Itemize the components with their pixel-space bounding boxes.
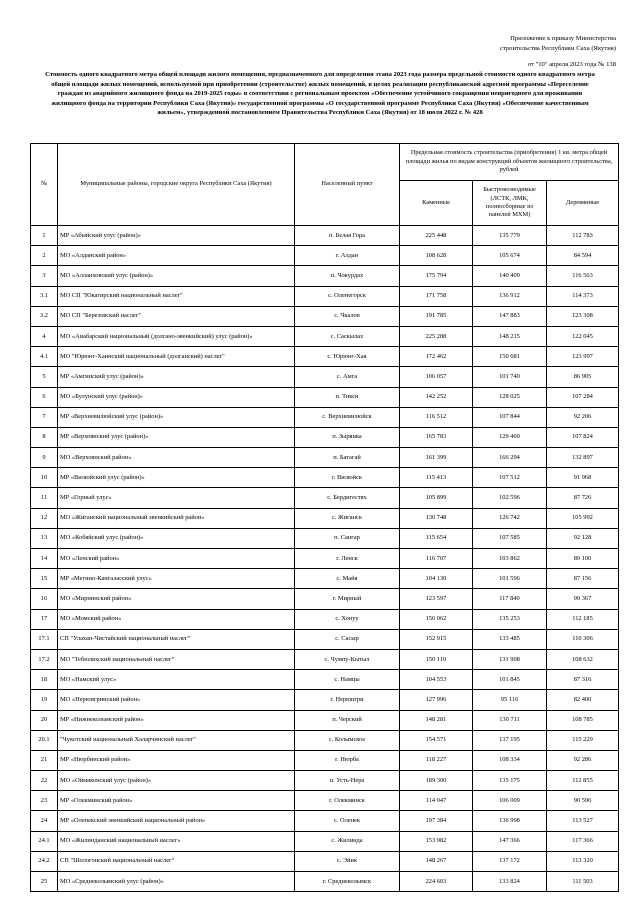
appendix-date: от "10" апреля 2023 года № 138 — [527, 61, 616, 68]
row-wood-cost: 132 897 — [547, 448, 619, 468]
row-locality: с. Бердигестях — [295, 488, 400, 508]
row-number: 3.1 — [31, 286, 58, 306]
row-fast-cost: 131 908 — [473, 649, 547, 669]
row-municipality: МО «Оймяконский улус (район)» — [58, 771, 295, 791]
header-wood: Деревянные — [547, 181, 619, 226]
table-row — [31, 508, 619, 528]
row-fast-cost: 150 681 — [473, 347, 547, 367]
row-locality: с. Эйик — [295, 851, 400, 871]
row-wood-cost: 122 045 — [547, 326, 619, 346]
row-number: 17.2 — [31, 649, 58, 669]
row-wood-cost: 112 185 — [547, 609, 619, 629]
row-stone-cost: 175 794 — [400, 266, 473, 286]
table-row — [31, 246, 619, 266]
table-row — [31, 589, 619, 609]
row-stone-cost: 116 512 — [400, 407, 473, 427]
row-number: 4 — [31, 326, 58, 346]
row-municipality: МР «Мегино-Кангаласский улус» — [58, 569, 295, 589]
row-number: 23 — [31, 791, 58, 811]
cost-table — [30, 143, 619, 892]
row-locality: с. Хонуу — [295, 609, 400, 629]
row-municipality: МО СП "Юкагирский национальный наслег" — [58, 286, 295, 306]
row-fast-cost: 148 215 — [473, 326, 547, 346]
row-fast-cost: 101 596 — [473, 569, 547, 589]
row-stone-cost: 130 748 — [400, 508, 473, 528]
row-municipality: МО «Ленский район» — [58, 549, 295, 569]
row-municipality: МР «Нюрбинский район» — [58, 750, 295, 770]
table-body — [31, 226, 619, 892]
row-locality: п. Белая Гора — [295, 226, 400, 246]
row-municipality: МР «Олекминский район» — [58, 791, 295, 811]
table-row — [31, 791, 619, 811]
row-fast-cost: 129 469 — [473, 427, 547, 447]
row-wood-cost: 113 320 — [547, 851, 619, 871]
row-wood-cost: 108 785 — [547, 710, 619, 730]
row-wood-cost: 84 594 — [547, 246, 619, 266]
table-row — [31, 771, 619, 791]
row-locality: г. Среднеколымск — [295, 872, 400, 892]
row-stone-cost: 115 654 — [400, 528, 473, 548]
row-stone-cost: 148 281 — [400, 710, 473, 730]
row-number: 2 — [31, 246, 58, 266]
row-number: 19 — [31, 690, 58, 710]
row-municipality: МР «Верхневилюйский улус (район)» — [58, 407, 295, 427]
row-locality: п. Усть-Нера — [295, 771, 400, 791]
row-fast-cost: 135 175 — [473, 771, 547, 791]
row-locality: с. Сасыр — [295, 629, 400, 649]
row-wood-cost: 87 156 — [547, 569, 619, 589]
row-fast-cost: 136 998 — [473, 811, 547, 831]
row-stone-cost: 156 062 — [400, 609, 473, 629]
row-municipality: МО СП "Березовский наслег" — [58, 306, 295, 326]
row-number: 21 — [31, 750, 58, 770]
row-municipality: МР «Абыйский улус (район)» — [58, 226, 295, 246]
row-fast-cost: 102 596 — [473, 488, 547, 508]
table-row — [31, 468, 619, 488]
row-number: 13 — [31, 528, 58, 548]
row-locality: с. Амга — [295, 367, 400, 387]
row-stone-cost: 189 300 — [400, 771, 473, 791]
row-locality: с. Колымское — [295, 730, 400, 750]
row-municipality: МР «Вилюйский улус (район)» — [58, 468, 295, 488]
row-number: 4.1 — [31, 347, 58, 367]
row-municipality: МО «Среднеколымский улус (район)» — [58, 872, 295, 892]
row-number: 1 — [31, 226, 58, 246]
row-locality: с. Саскылах — [295, 326, 400, 346]
row-number: 17 — [31, 609, 58, 629]
table-row — [31, 851, 619, 871]
row-municipality: МО «Анабарский национальный (долгано-эвенкийский) улус (район)» — [58, 326, 295, 346]
row-wood-cost: 123 308 — [547, 306, 619, 326]
row-locality: г. Вилюйск — [295, 468, 400, 488]
row-stone-cost: 191 785 — [400, 306, 473, 326]
table-row — [31, 528, 619, 548]
row-municipality: МО «Жиганский национальный эвенкийский район» — [58, 508, 295, 528]
row-fast-cost: 101 845 — [473, 670, 547, 690]
row-municipality: СП "Шологонский национальный наслег" — [58, 851, 295, 871]
table-row — [31, 811, 619, 831]
appendix-line-2: строительства Республики Саха (Якутия) — [499, 45, 616, 52]
row-municipality: СП "Улахан-Чистайский национальный наслег" — [58, 629, 295, 649]
row-number: 16 — [31, 589, 58, 609]
row-fast-cost: 135 253 — [473, 609, 547, 629]
row-stone-cost: 197 384 — [400, 811, 473, 831]
table-row — [31, 549, 619, 569]
row-wood-cost: 92 286 — [547, 750, 619, 770]
row-fast-cost: 105 674 — [473, 246, 547, 266]
row-locality: п. Черский — [295, 710, 400, 730]
row-wood-cost: 112 855 — [547, 771, 619, 791]
table-row — [31, 750, 619, 770]
row-municipality: МО «Кобяйский улус (район)» — [58, 528, 295, 548]
row-stone-cost: 225 288 — [400, 326, 473, 346]
row-stone-cost: 108 628 — [400, 246, 473, 266]
row-stone-cost: 225 448 — [400, 226, 473, 246]
row-wood-cost: 111 503 — [547, 872, 619, 892]
header-locality: Населенный пункт — [295, 144, 400, 226]
row-municipality: МО «Жилинданский национальный наслег» — [58, 831, 295, 851]
row-wood-cost: 86 905 — [547, 367, 619, 387]
row-wood-cost: 114 373 — [547, 286, 619, 306]
row-fast-cost: 147 883 — [473, 306, 547, 326]
row-number: 18 — [31, 670, 58, 690]
row-stone-cost: 171 758 — [400, 286, 473, 306]
table-row — [31, 569, 619, 589]
row-municipality: МР «Амгинский улус (район)» — [58, 367, 295, 387]
row-locality: п. Чокурдах — [295, 266, 400, 286]
row-wood-cost: 99 367 — [547, 589, 619, 609]
row-number: 10 — [31, 468, 58, 488]
row-stone-cost: 224 603 — [400, 872, 473, 892]
table-row — [31, 690, 619, 710]
row-locality: с. Намцы — [295, 670, 400, 690]
row-locality: с. Верхневилюйск — [295, 407, 400, 427]
table-row — [31, 730, 619, 750]
row-fast-cost: 133 824 — [473, 872, 547, 892]
table-row — [31, 670, 619, 690]
row-locality: с. Оленегорск — [295, 286, 400, 306]
row-locality: г. Алдан — [295, 246, 400, 266]
row-number: 14 — [31, 549, 58, 569]
row-municipality: МО «Аллаиховский улус (район)» — [58, 266, 295, 286]
table-row — [31, 609, 619, 629]
table-row — [31, 306, 619, 326]
row-municipality: МР «Нижнеколымский район» — [58, 710, 295, 730]
row-locality: п. Батагай — [295, 448, 400, 468]
row-fast-cost: 107 585 — [473, 528, 547, 548]
row-wood-cost: 105 992 — [547, 508, 619, 528]
row-locality: п. Сангар — [295, 528, 400, 548]
row-wood-cost: 112 783 — [547, 226, 619, 246]
table-row — [31, 387, 619, 407]
row-locality: г. Нюрба — [295, 750, 400, 770]
header-num: № — [31, 144, 58, 226]
row-fast-cost: 166 294 — [473, 448, 547, 468]
header-stone: Каменные — [400, 181, 473, 226]
row-stone-cost: 116 707 — [400, 549, 473, 569]
table-row — [31, 427, 619, 447]
row-fast-cost: 130 711 — [473, 710, 547, 730]
row-fast-cost: 147 366 — [473, 831, 547, 851]
row-fast-cost: 101 740 — [473, 367, 547, 387]
row-municipality: МР «Верхоянский улус (район)» — [58, 427, 295, 447]
row-stone-cost: 148 267 — [400, 851, 473, 871]
row-stone-cost: 152 915 — [400, 629, 473, 649]
row-wood-cost: 90 596 — [547, 791, 619, 811]
row-fast-cost: 135 779 — [473, 226, 547, 246]
row-municipality: МО «Алданский район» — [58, 246, 295, 266]
row-fast-cost: 103 862 — [473, 549, 547, 569]
row-municipality: МР «Горный улус» — [58, 488, 295, 508]
row-wood-cost: 92 206 — [547, 407, 619, 427]
row-number: 9 — [31, 448, 58, 468]
row-fast-cost: 140 409 — [473, 266, 547, 286]
row-fast-cost: 137 195 — [473, 730, 547, 750]
row-number: 25 — [31, 872, 58, 892]
table-row — [31, 266, 619, 286]
row-wood-cost: 89 100 — [547, 549, 619, 569]
table-row — [31, 407, 619, 427]
row-stone-cost: 106 057 — [400, 367, 473, 387]
row-fast-cost: 106 009 — [473, 791, 547, 811]
row-locality: г. Ленск — [295, 549, 400, 569]
row-locality: с. Жилинда — [295, 831, 400, 851]
row-number: 24.1 — [31, 831, 58, 851]
row-number: 24.2 — [31, 851, 58, 871]
row-locality: п. Тикси — [295, 387, 400, 407]
table-row — [31, 347, 619, 367]
row-stone-cost: 153 982 — [400, 831, 473, 851]
row-wood-cost: 91 968 — [547, 468, 619, 488]
table-row — [31, 326, 619, 346]
row-locality: с. Чкалов — [295, 306, 400, 326]
row-wood-cost: 113 527 — [547, 811, 619, 831]
row-fast-cost: 107 844 — [473, 407, 547, 427]
row-locality: п. Зырянка — [295, 427, 400, 447]
row-stone-cost: 161 399 — [400, 448, 473, 468]
row-wood-cost: 92 128 — [547, 528, 619, 548]
row-stone-cost: 104 130 — [400, 569, 473, 589]
row-stone-cost: 150 110 — [400, 649, 473, 669]
row-wood-cost: 107 824 — [547, 427, 619, 447]
row-number: 20 — [31, 710, 58, 730]
table-row — [31, 488, 619, 508]
header-municipality: Муниципальные районы, городские округа Республики Саха (Якутия) — [58, 144, 295, 226]
row-number: 8 — [31, 427, 58, 447]
row-stone-cost: 142 252 — [400, 387, 473, 407]
header-cost-group: Предельная стоимость строительства (приобретения) 1 кв. метра общей площади жилья по видам конструкций объектов жилищного строительства, рублей — [400, 144, 619, 181]
row-fast-cost: 108 334 — [473, 750, 547, 770]
row-municipality: "Чукотский национальный Халарчинский наслег" — [58, 730, 295, 750]
row-fast-cost: 128 025 — [473, 387, 547, 407]
row-number: 15 — [31, 569, 58, 589]
row-fast-cost: 117 840 — [473, 589, 547, 609]
table-row — [31, 649, 619, 669]
row-stone-cost: 172 462 — [400, 347, 473, 367]
row-locality: с. Юрюнг-Хая — [295, 347, 400, 367]
row-number: 5 — [31, 367, 58, 387]
row-stone-cost: 123 597 — [400, 589, 473, 609]
row-municipality: МО «Нерюнгринский район» — [58, 690, 295, 710]
row-fast-cost: 126 742 — [473, 508, 547, 528]
table-row — [31, 367, 619, 387]
row-locality: с. Оленек — [295, 811, 400, 831]
row-wood-cost: 107 284 — [547, 387, 619, 407]
row-wood-cost: 123 997 — [547, 347, 619, 367]
row-municipality: МО "Тебюляхский национальный наслег" — [58, 649, 295, 669]
row-number: 7 — [31, 407, 58, 427]
row-stone-cost: 165 783 — [400, 427, 473, 447]
row-municipality: МО "Юрюнг-Хаинский национальный (долганский) наслег" — [58, 347, 295, 367]
row-wood-cost: 82 400 — [547, 690, 619, 710]
table-row — [31, 448, 619, 468]
row-fast-cost: 107 512 — [473, 468, 547, 488]
document-title: Стоимость одного квадратного метра общей площади жилого помещения, предназначенного для определения этапа 2023 года размера предельной стоимости одного квадратного метра общей площади жилых помещений, используемой при приобретении (строительстве) жилых помещений, в целях реализации республиканской адресной программы «Переселение граждан из аварийного жилищного фонда на 2019-2025 годы» в соответствии с региональным проектом «Обеспечение устойчивого сокращения непригодного для проживания жилищного фонда на территории Республики Саха (Якутия)» государственной программы «О государственной программе Республики Саха (Якутия) «Обеспечение качественным жильем», утвержденной постановлением Правительства Республики Саха (Якутия) от 18 июля 2022 г. № 428 — [45, 71, 595, 117]
row-stone-cost: 118 227 — [400, 750, 473, 770]
row-number: 17.1 — [31, 629, 58, 649]
row-number: 11 — [31, 488, 58, 508]
row-wood-cost: 117 366 — [547, 831, 619, 851]
table-row — [31, 831, 619, 851]
row-municipality: МР «Оленекский эвенкийский национальный район» — [58, 811, 295, 831]
row-wood-cost: 108 632 — [547, 649, 619, 669]
row-stone-cost: 127 996 — [400, 690, 473, 710]
table-row — [31, 710, 619, 730]
row-fast-cost: 133 485 — [473, 629, 547, 649]
table-row — [31, 226, 619, 246]
appendix-header — [500, 34, 616, 70]
row-stone-cost: 154 571 — [400, 730, 473, 750]
table-row — [31, 286, 619, 306]
row-wood-cost: 87 726 — [547, 488, 619, 508]
row-locality: с. Жиганск — [295, 508, 400, 528]
row-number: 6 — [31, 387, 58, 407]
row-fast-cost: 136 912 — [473, 286, 547, 306]
header-fast: Быстровозводимые (ЛСТК, ЛМК, полносборные из панелей МХМ) — [473, 181, 547, 226]
table-row — [31, 872, 619, 892]
row-wood-cost: 115 229 — [547, 730, 619, 750]
row-number: 20.1 — [31, 730, 58, 750]
row-locality: с. Чумпу-Кытыл — [295, 649, 400, 669]
row-stone-cost: 105 899 — [400, 488, 473, 508]
table-row — [31, 629, 619, 649]
row-locality: г. Олекминск — [295, 791, 400, 811]
row-municipality: МО «Мирнинский район» — [58, 589, 295, 609]
row-number: 3.2 — [31, 306, 58, 326]
row-wood-cost: 87 316 — [547, 670, 619, 690]
row-fast-cost: 137 172 — [473, 851, 547, 871]
row-municipality: МО «Намский улус» — [58, 670, 295, 690]
row-fast-cost: 95 116 — [473, 690, 547, 710]
row-wood-cost: 116 563 — [547, 266, 619, 286]
row-locality: г. Нерюнгри — [295, 690, 400, 710]
row-stone-cost: 114 047 — [400, 791, 473, 811]
row-number: 3 — [31, 266, 58, 286]
row-number: 22 — [31, 771, 58, 791]
row-municipality: МО «Булунский улус (район)» — [58, 387, 295, 407]
row-stone-cost: 115 413 — [400, 468, 473, 488]
row-locality: г. Мирный — [295, 589, 400, 609]
row-municipality: МО «Верхоянский район» — [58, 448, 295, 468]
row-stone-cost: 104 553 — [400, 670, 473, 690]
appendix-line-1: Приложение к приказу Министерства — [510, 35, 616, 42]
row-number: 24 — [31, 811, 58, 831]
row-municipality: МО «Момский район» — [58, 609, 295, 629]
row-number: 12 — [31, 508, 58, 528]
row-wood-cost: 110 306 — [547, 629, 619, 649]
row-locality: с. Майя — [295, 569, 400, 589]
